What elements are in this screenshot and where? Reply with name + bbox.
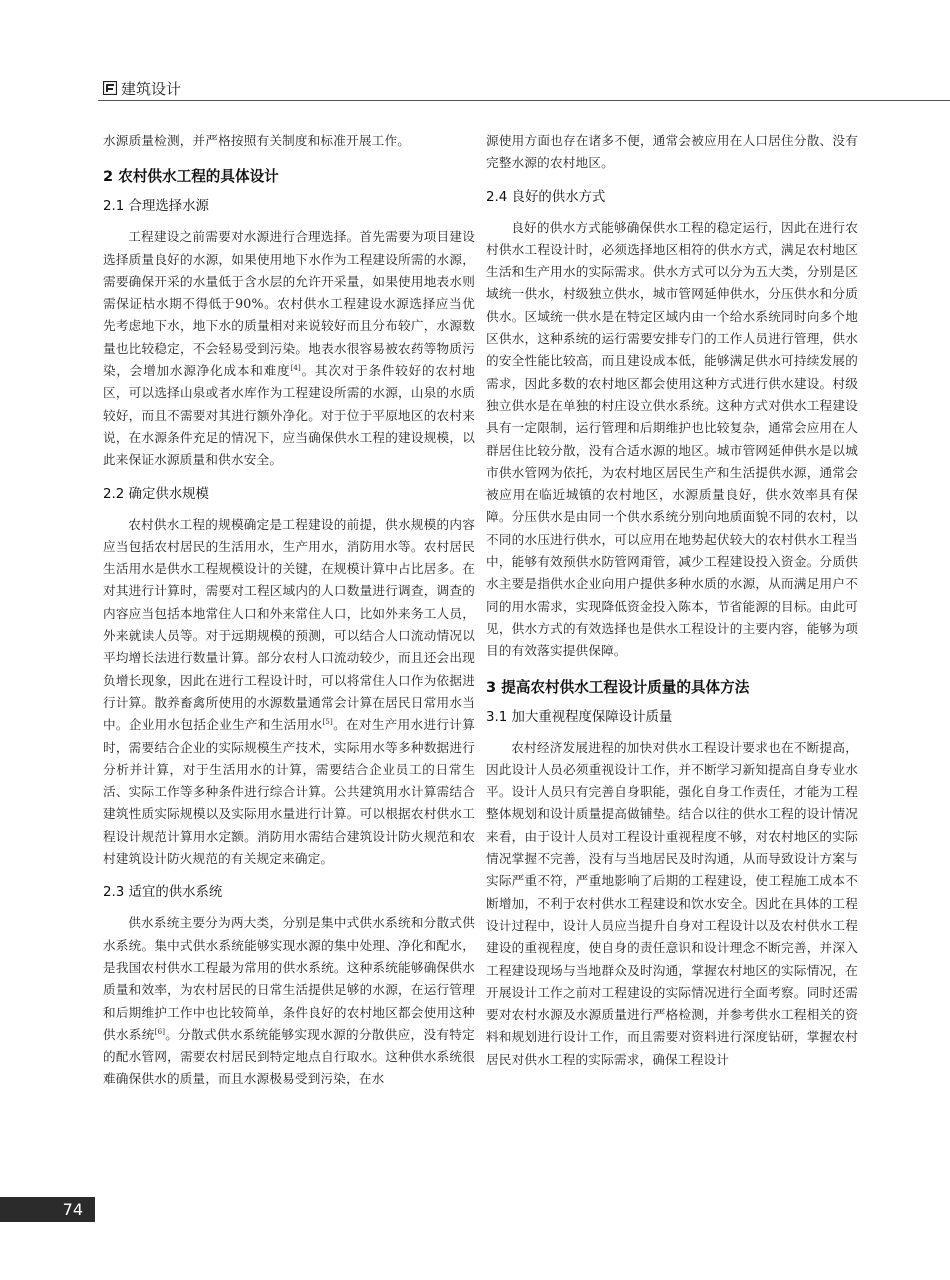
section-heading: 3 提高农村供水工程设计质量的具体方法 (486, 678, 750, 696)
paragraph: 农村经济发展进程的加快对供水工程设计要求也在不断提高，因此设计人员必须重视设计工作，并不断学习新知提高自身专业水平。设计人员只有完善自身职能，强化自身工作责任，才能为工程整体规划和设计质量提高做铺垫。结合以往的供水工程的设计情况来看，由于设计人员对工程设计重视程度不够，对农村地区的实际情况掌握不完善，没有与当地居民及时沟通，从而导致设计方案与实际严重不符，严重地影响了后期的工程建设，使工程施工成本不断增加，不利于农村供水工程建设和饮水安全。因此在具体的工程设计过程中，设计人员应当提升自身对工程设计以及农村供水工程建设的重视程度，使自身的责任意识和设计理念不断完善，并深入工程建设现场与当地群众及时沟通，掌握农村地区的实际情况，在开展设计工作之前对工程建设的实际情况进行全面考察。同时还需要对农村水源及水源质量进行严格检测，并参考供水工程相关的资料和规划进行设计工作，而且需要对资料进行深度钻研，掌握农村居民对供水工程的实际需求，确保工程设计 (486, 739, 858, 1067)
citation: [6] (154, 1027, 166, 1036)
page-number: 74 (0, 1197, 95, 1222)
citation: [4] (290, 363, 301, 372)
citation: [5] (322, 718, 333, 727)
journal-logo-icon (103, 81, 117, 95)
right-column (486, 130, 858, 1071)
subsection-heading: 2.3 适宜的供水系统 (103, 885, 223, 901)
section-heading: 2 农村供水工程的具体设计 (103, 168, 279, 186)
paragraph: 工程建设之前需要对水源进行合理选择。首先需要为项目建设选择质量良好的水源，如果使用地下水作为工程建设所需的水源，需要确保开采的水量低于含水层的允许开采量，如果使用地表水则需保证枯水期不得低于90%。农村供水工程建设水源选择应当优先考虑地下水，地下水的质量相对来说较好而且分布较广，水源数量也比较稳定，不会轻易受到污染。地表水很容易被农药等物质污染，会增加水源净化成本和难度[4]。其次对于条件较好的农村地区，可以选择山泉或者水库作为工程建设所需的水源，山泉的水质较好，而且不需要对其进行额外净化。对于位于平原地区的农村来说，在水源条件充足的情况下，应当确保供水工程的建设规模，以此来保证水源质量和供水安全。 (103, 229, 475, 468)
paragraph: 供水系统主要分为两大类，分别是集中式供水系统和分散式供水系统。集中式供水系统能够实现水源的集中处理、净化和配水，是我国农村供水工程最为常用的供水系统。这种系统能够确保供水质量和效率，为农村居民的日常生活提供足够的水源，在运行管理和后期维护工作中也比较简单，条件良好的农村地区都会使用这种供水系统[6]。分散式供水系统能够实现水源的分散供应，没有特定的配水管网，需要农村居民到特定地点自行取水。这种供水系统很难确保供水的质量，而且水源极易受到污染，在水 (103, 915, 475, 1087)
left-column (103, 130, 475, 1091)
subsection-heading: 2.2 确定供水规模 (103, 486, 209, 502)
page-header (0, 77, 950, 103)
journal-title: 建筑设计 (121, 80, 182, 98)
paragraph: 水源质量检测，并严格按照有关制度和标准开展工作。 (103, 133, 411, 148)
subsection-heading: 3.1 加大重视程度保障设计质量 (486, 709, 673, 725)
paragraph: 农村供水工程的规模确定是工程建设的前提，供水规模的内容应当包括农村居民的生活用水，生产用水，消防用水等。农村居民生活用水是供水工程规模设计的关键，在规模计算中占比居多。在对其进行计算时，需要对工程区域内的人口数量进行调查，调查的内容应当包括本地常住人口和外来常住人口，比如外来务工人员，外来就读人员等。对于远期规模的预测，可以结合人口流动情况以平均增长法进行数量计算。部分农村人口流动较少，而且还会出现负增长现象，因此在进行工程设计时，可以将常住人口作为依据进行计算。散养畜禽所使用的水源数量通常会计算在居民日常用水当中。企业用水包括企业生产和生活用水[5]。在对生产用水进行计算时，需要结合企业的实际规模生产技术，实际用水等多种数据进行分析并计算，对于生活用水的计算，需要结合企业员工的日常生活、实际工作等多种条件进行综合计算。公共建筑用水计算需结合建筑性质实际规模以及实际用水量进行计算。可以根据农村供水工程设计规范计算用水定额。消防用水需结合建筑设计防火规范和农村建筑设计防火规范的有关规定来确定。 (103, 516, 475, 867)
paragraph: 良好的供水方式能够确保供水工程的稳定运行，因此在进行农村供水工程设计时，必须选择地区相符的供水方式，满足农村地区生活和生产用水的实际需求。供水方式可以分为五大类，分别是区域统一供水，村级独立供水，城市管网延伸供水，分压供水和分质供水。区域统一供水是在特定区域内由一个给水系统同时向多个地区供水，这种系统的运行需要安排专门的工作人员进行管理，供水的安全性能比较高，而且建设成本低，能够满足供水可持续发展的需求，因此多数的农村地区都会使用这种方式进行供水建设。村级独立供水是在单独的村庄设立供水系统。这种方式对供水工程建设具有一定限制，运行管理和后期维护也比较复杂，通常会应用在人群居住比较分散，没有合适水源的地区。城市管网延伸供水是以城市供水管网为依托，为农村地区居民生产和生活提供水源，通常会被应用在临近城镇的农村地区，水源质量良好，供水效率具有保障。分压供水是由同一个供水系统分别向地质面貌不同的农村，以不同的水压进行供水，可以应用在地势起伏较大的农村供水工程当中，能够有效预供水防管网甭管，减少工程建设投入资金。分质供水主要是指供水企业向用户提供多种水质的水源，从而满足用户不同的用水需求，实现降低资金投入陈本，节省能源的目标。由此可见，供水方式的有效选择也是供水工程设计的主要内容，能够为项目的有效落实提供保障。 (486, 219, 858, 659)
subsection-heading: 2.4 良好的供水方式 (486, 189, 606, 205)
paragraph: 源使用方面也存在诸多不便，通常会被应用在人口居住分散、没有完整水源的农村地区。 (486, 133, 858, 171)
header-rule (98, 100, 950, 101)
subsection-heading: 2.1 合理选择水源 (103, 199, 209, 215)
